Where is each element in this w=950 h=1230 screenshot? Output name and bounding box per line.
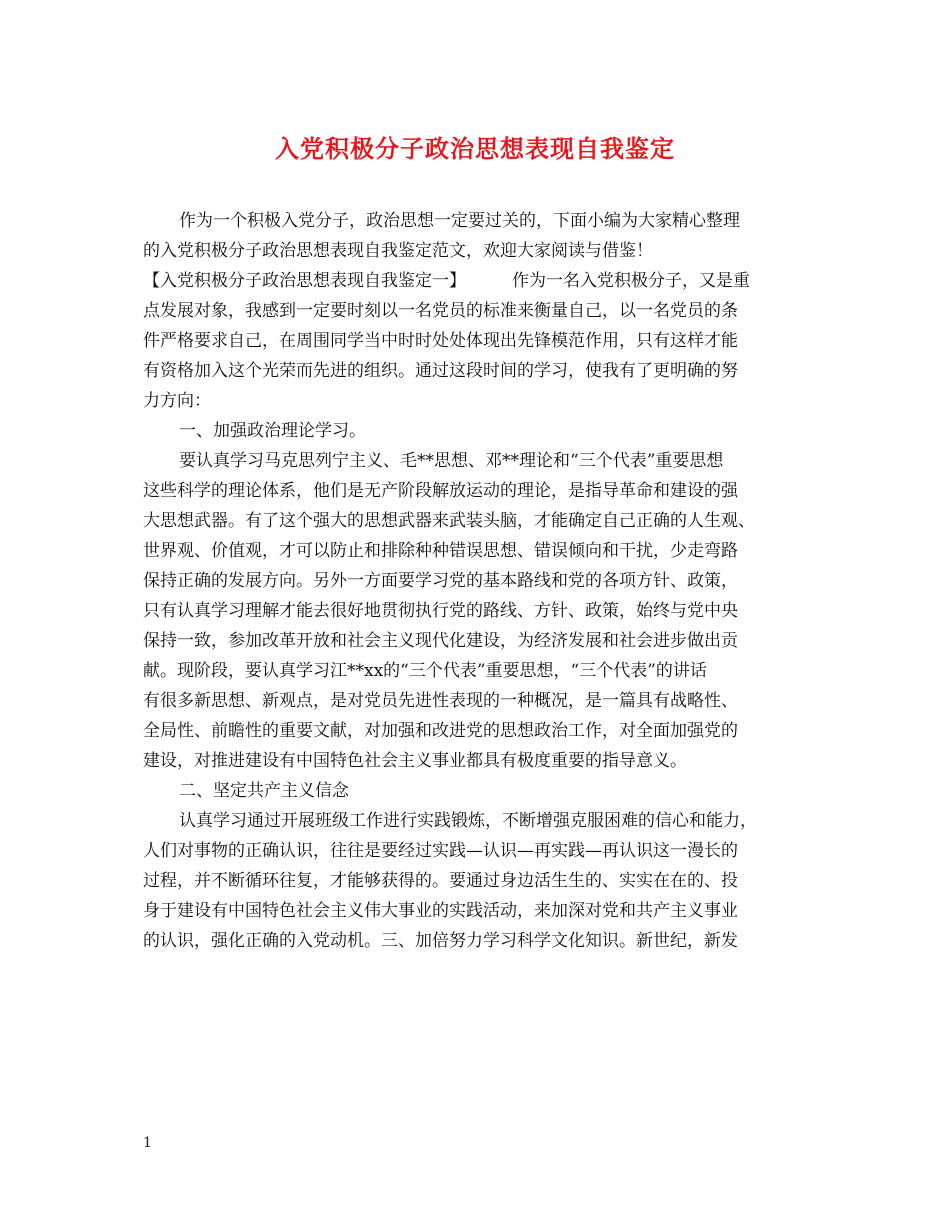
text-line: 只有认真学习理解才能去很好地贯彻执行党的路线、方针、政策，始终与党中央	[143, 601, 738, 621]
text-line: 大思想武器。有了这个强大的思想武器来武装头脑，才能确定自己正确的人生观、	[143, 511, 755, 531]
text-line: 建设，对推进建设有中国特色社会主义事业都具有极度重要的指导意义。	[143, 751, 687, 771]
page-number: 1	[143, 1135, 152, 1151]
subheading-line: 二、坚定共产主义信念	[179, 781, 349, 801]
text-line: 全局性、前瞻性的重要文献，对加强和改进党的思想政治工作，对全面加强党的	[143, 721, 738, 741]
text-line: 世界观、价值观，才可以防止和排除种种错误思想、错误倾向和干扰，少走弯路	[143, 541, 738, 561]
document-body	[143, 206, 823, 956]
text-line: 有资格加入这个光荣而先进的组织。通过这段时间的学习，使我有了更明确的努	[143, 361, 738, 381]
text-line: 献。现阶段，要认真学习江**xx的“三个代表”重要思想，“三个代表”的讲话	[143, 661, 707, 681]
text-line: 件严格要求自己，在周围同学当中时时处处体现出先锋模范作用，只有这样才能	[143, 331, 738, 351]
text-line: 认真学习通过开展班级工作进行实践锻炼，不断增强克服困难的信心和能力，	[179, 811, 757, 831]
section-heading-line	[143, 266, 823, 296]
text-line: 保持正确的发展方向。另外一方面要学习党的基本路线和党的各项方针、政策，	[143, 571, 738, 591]
text-line: 点发展对象，我感到一定要时刻以一名党员的标准来衡量自己，以一名党员的条	[143, 301, 738, 321]
text-line: 这些科学的理论体系，他们是无产阶段解放运动的理论，是指导革命和建设的强	[143, 481, 738, 501]
text-line: 有很多新思想、新观点，是对党员先进性表现的一种概况，是一篇具有战略性、	[143, 691, 738, 711]
text-line: 力方向：	[143, 391, 211, 411]
text-line: 身于建设有中国特色社会主义伟大事业的实践活动，来加深对党和共产主义事业	[143, 901, 738, 921]
text-line: 要认真学习马克思列宁主义、毛**思想、邓**理论和“三个代表”重要思想	[179, 451, 724, 471]
section-first-text: 作为一名入党积极分子，又是重	[512, 271, 750, 291]
text-line: 保持一致，参加改革开放和社会主义现代化建设，为经济发展和社会进步做出贡	[143, 631, 738, 651]
text-line: 过程，并不断循环往复，才能够获得的。要通过身边活生生的、实实在在的、投	[143, 871, 738, 891]
text-line: 作为一个积极入党分子，政治思想一定要过关的，下面小编为大家精心整理	[179, 211, 740, 231]
text-line: 人们对事物的正确认识，往往是要经过实践—认识—再实践—再认识这一漫长的	[143, 841, 738, 861]
document-title: 入党积极分子政治思想表现自我鉴定	[275, 134, 675, 163]
text-line: 的认识，强化正确的入党动机。三、加倍努力学习科学文化知识。新世纪，新发	[143, 931, 738, 951]
text-line: 的入党积极分子政治思想表现自我鉴定范文，欢迎大家阅读与借鉴！	[143, 241, 653, 261]
section-heading: 【入党积极分子政治思想表现自我鉴定一】	[143, 271, 466, 291]
subheading-line: 一、加强政治理论学习。	[179, 421, 366, 441]
